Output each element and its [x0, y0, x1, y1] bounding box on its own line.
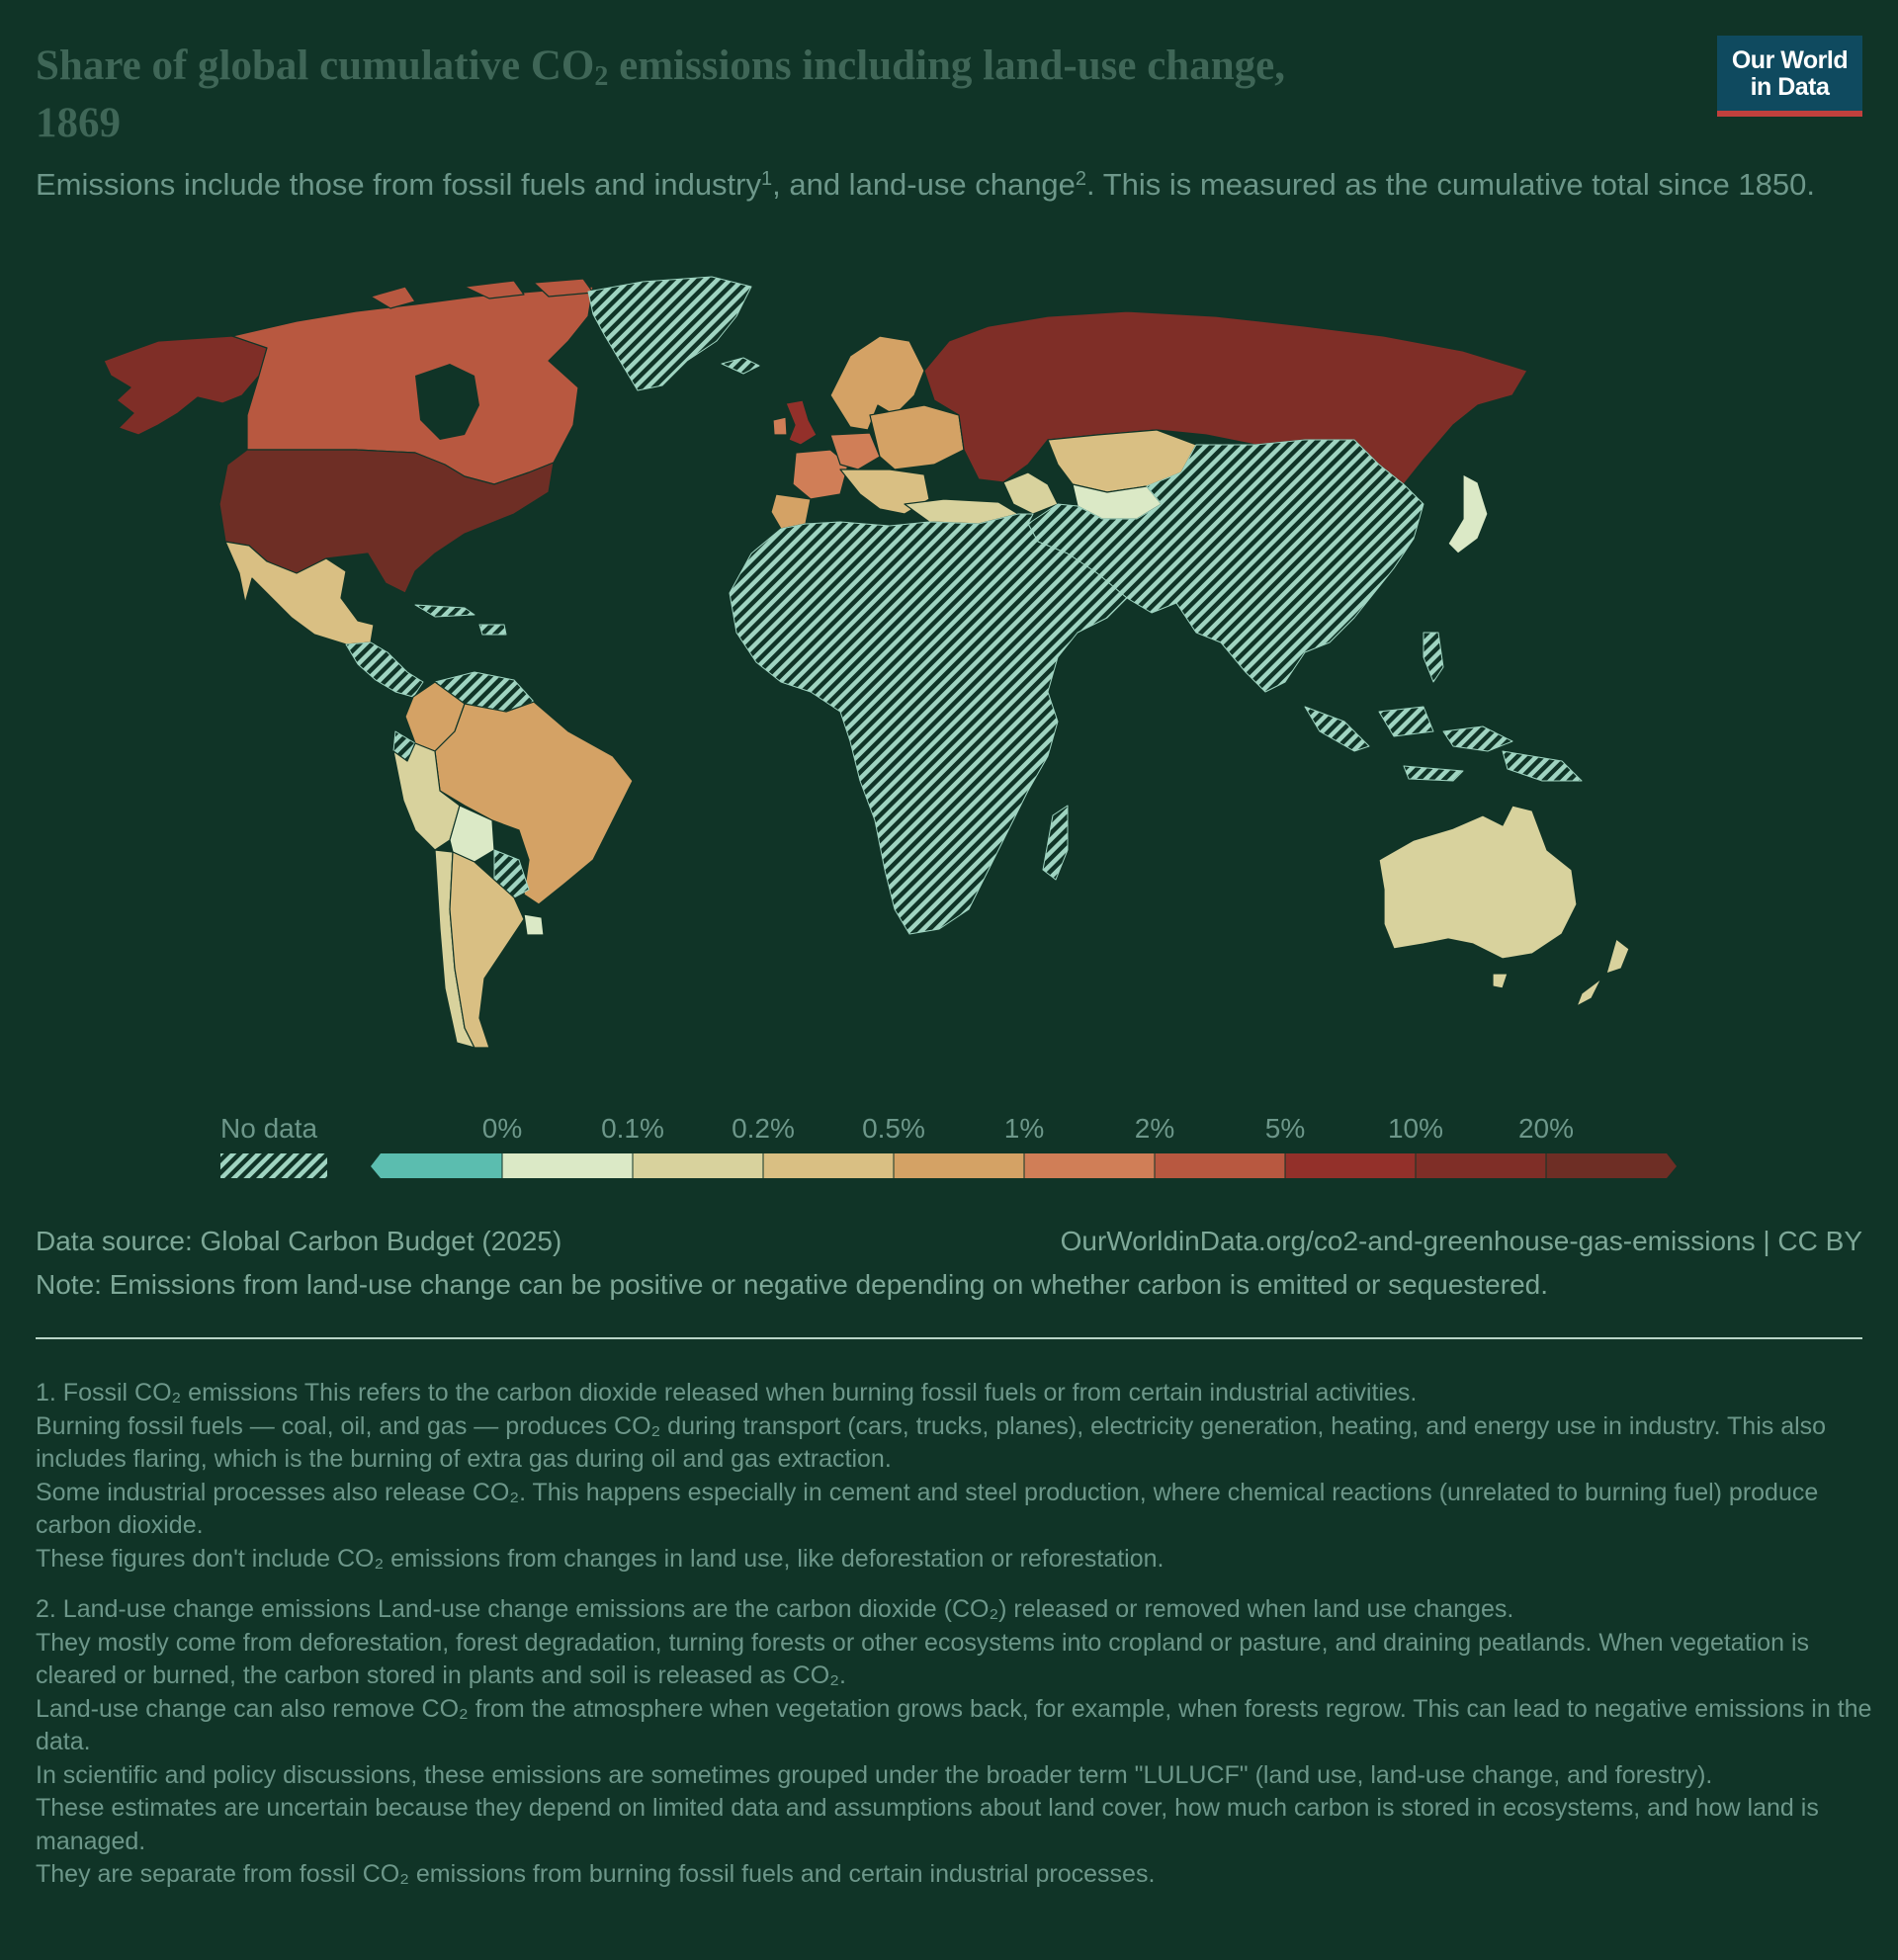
- region-uruguay[interactable]: [524, 914, 544, 935]
- region-new-zealand[interactable]: [1577, 939, 1629, 1006]
- legend-tick-3: 0.5%: [862, 1113, 925, 1144]
- title-part-2: emissions including land-use change,: [608, 43, 1285, 89]
- legend-bin-10-20: [1416, 1153, 1546, 1178]
- legend-tick-0: 0%: [481, 1113, 523, 1144]
- legend-tick-5: 2%: [1134, 1113, 1175, 1144]
- legend-tick-4: 1%: [1003, 1113, 1045, 1144]
- owid-logo[interactable]: [1717, 36, 1862, 117]
- footnote-2-line: These estimates are uncertain because they depend on limited data and assumptions about land cover, how much carbon is stored in ecosystems, and how land is managed.: [36, 1794, 1819, 1855]
- color-legend: [0, 1105, 1898, 1184]
- region-alaska[interactable]: [104, 336, 267, 435]
- footnote-2: [36, 1593, 1884, 1892]
- logo-line-2: in Data: [1750, 73, 1830, 101]
- region-ireland[interactable]: [773, 417, 787, 435]
- region-madagascar[interactable]: [1043, 806, 1068, 880]
- legend-no-data-swatch: [220, 1153, 327, 1178]
- legend-bin-1-2: [1024, 1153, 1155, 1178]
- legend-bin-0-0.1: [502, 1153, 633, 1178]
- legend-tick-1: 0.1%: [601, 1113, 664, 1144]
- world-map: [0, 267, 1898, 1087]
- chart-note: Note: Emissions from land-use change can be positive or negative depending on whether carbon is emitted or sequestered.: [36, 1269, 1549, 1300]
- region-iran-caucasus[interactable]: [1003, 472, 1058, 514]
- footnote-1-line: Burning fossil fuels — coal, oil, and gas — produces CO₂ during transport (cars, trucks, planes), electricity generation, heating, and energy use in industry. This also includes flaring, which is the burning of extra gas during oil and gas extraction.: [36, 1411, 1827, 1473]
- title-year: 1869: [36, 100, 121, 146]
- chart-subtitle: [36, 164, 1894, 206]
- title-part-1: Share of global cumulative CO: [36, 43, 595, 89]
- footnote-2-line: 2. Land-use change emissions Land-use change emissions are the carbon dioxide (CO₂) released or removed when land use changes.: [36, 1595, 1514, 1623]
- legend-tick-6: 5%: [1264, 1113, 1306, 1144]
- footnote-1: [36, 1377, 1884, 1576]
- region-caribbean[interactable]: [415, 605, 506, 635]
- region-indonesia[interactable]: [1305, 707, 1582, 781]
- region-iceland[interactable]: [722, 358, 759, 374]
- legend-bin-over-20: [1546, 1153, 1677, 1178]
- region-eastern-europe[interactable]: [870, 405, 964, 469]
- footnote-2-line: They are separate from fossil CO₂ emissions from burning fossil fuels and certain industrial processes.: [36, 1860, 1156, 1888]
- legend-tick-8: 20%: [1517, 1113, 1575, 1144]
- region-uk[interactable]: [786, 400, 817, 445]
- region-australia[interactable]: [1379, 806, 1577, 959]
- source-url-link[interactable]: OurWorldinData.org/co2-and-greenhouse-gas-emissions | CC BY: [1060, 1226, 1862, 1256]
- region-japan[interactable]: [1448, 474, 1488, 554]
- region-central-america[interactable]: [346, 642, 423, 697]
- chart-title: [36, 38, 1459, 152]
- footnotes: [36, 1377, 1884, 1910]
- logo-line-1: Our World: [1731, 46, 1849, 74]
- subtitle-part-2: , and land-use change: [772, 167, 1076, 202]
- region-africa-middle-east[interactable]: [730, 514, 1127, 934]
- legend-tick-2: 0.2%: [732, 1113, 795, 1144]
- legend-bin-0.1-0.2: [633, 1153, 763, 1178]
- footnote-1-line: 1. Fossil CO₂ emissions This refers to the carbon dioxide released when burning fossil fuels or from certain industrial activities.: [36, 1379, 1418, 1406]
- title-subscript: 2: [594, 61, 609, 92]
- footnote-2-line: They mostly come from deforestation, forest degradation, turning forests or other ecosystems into cropland or pasture, and draining peatlands. When vegetation is cleared or burned, the carbon stored in plants and soil is released as CO₂.: [36, 1628, 1810, 1689]
- subtitle-footnote-1[interactable]: 1: [761, 168, 773, 190]
- divider: [36, 1337, 1862, 1339]
- legend-bin-2-5: [1155, 1153, 1285, 1178]
- footnote-2-line: Land-use change can also remove CO₂ from the atmosphere when vegetation grows back, for example, when forests regrow. This can lead to negative emissions in the data.: [36, 1694, 1872, 1755]
- subtitle-part-1: Emissions include those from fossil fuels and industry: [36, 167, 761, 202]
- legend-bin-negative: [371, 1153, 502, 1178]
- region-tasmania[interactable]: [1493, 974, 1508, 988]
- subtitle-part-3: . This is measured as the cumulative total since 1850.: [1086, 167, 1815, 202]
- legend-bin-5-10: [1285, 1153, 1416, 1178]
- legend-bin-0.2-0.5: [763, 1153, 894, 1178]
- footnote-1-line: These figures don't include CO₂ emissions from changes in land use, like deforestation or reforestation.: [36, 1544, 1165, 1573]
- subtitle-footnote-2[interactable]: 2: [1075, 168, 1087, 190]
- region-greenland[interactable]: [588, 277, 751, 390]
- region-philippines[interactable]: [1424, 633, 1443, 682]
- legend-tick-7: 10%: [1387, 1113, 1444, 1144]
- footnote-2-line: In scientific and policy discussions, these emissions are sometimes grouped under the broader term "LULUCF" (land use, land-use change, and forestry).: [36, 1760, 1713, 1789]
- footnote-1-line: Some industrial processes also release CO₂. This happens especially in cement and steel production, where chemical reactions (unrelated to burning fuel) produce carbon dioxide.: [36, 1478, 1819, 1539]
- data-source: Data source: Global Carbon Budget (2025): [36, 1226, 562, 1256]
- legend-bin-0.5-1: [894, 1153, 1024, 1178]
- legend-no-data-label: No data: [220, 1113, 318, 1144]
